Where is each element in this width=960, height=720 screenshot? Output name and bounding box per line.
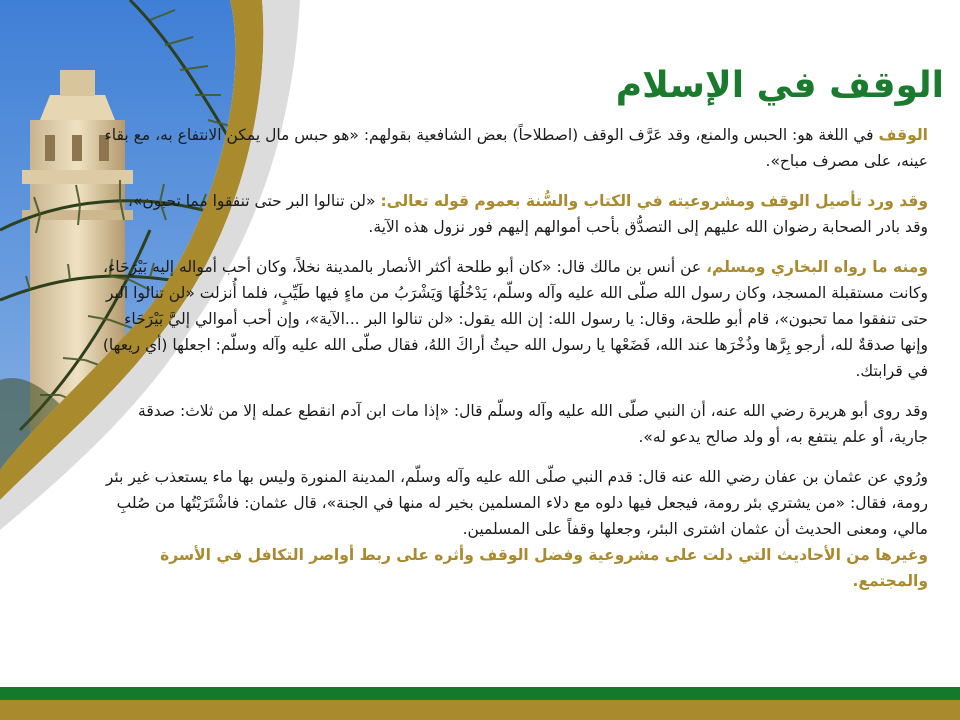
paragraph-text: في اللغة هو: الحبس والمنع، وقد عَرَّف الوقف (اصطلاحاً) بعض الشافعية بقولهم: «هو حبس مال يمكن الانتفاع به، مع بقاء عينه، على مصرف مباح». [104, 126, 928, 170]
paragraph-bukhari-hadith [100, 254, 928, 384]
paragraph-lead: الوقف [878, 126, 928, 144]
footer-green-band [0, 687, 960, 700]
article-body [100, 122, 928, 608]
paragraph-legitimacy [100, 188, 928, 240]
footer-gold-band [0, 700, 960, 720]
paragraph-lead: ومنه ما رواه البخاري ومسلم، [706, 258, 928, 276]
paragraph-abu-hurairah-hadith [100, 398, 928, 450]
page-title: الوقف في الإسلام [615, 65, 944, 106]
paragraph-text: ورُوي عن عثمان بن عفان رضي الله عنه قال: قدم النبي صلّى الله عليه وآله وسلّم، المدينة المنورة وليس بها ماء يستعذب غير بئر رومة، فقال: «من يشتري بئر رومة، فيجعل فيها دلوه مع دلاء المسلمين بخير له منها في الجنة»، قال عثمان: فاشْتَرَيْتُها من صُلبِ مالي، ومعنى الحديث أن عثمان اشترى البئر، وجعلها وقفاً على المسلمين. [105, 468, 928, 538]
paragraph-definition [100, 122, 928, 174]
paragraph-uthman-hadith [100, 464, 928, 542]
paragraph-text: عن أنس بن مالك قال: «كان أبو طلحة أكثر الأنصار بالمدينة نخلاً، وكان أحب أمواله إليه بَيْرَحَاء، وكانت مستقبلة المسجد، وكان رسول الله صلّى الله عليه وآله وسلّم، يَدْخُلُهَا وَيَشْرَبُ من ماءٍ فيها طَيِّبٍ، فلما أُنزلت «لن تنالوا البر حتى تنفقوا مما تحبون»، قام أبو طلحة، وقال: يا رسول الله: إن الله يقول: «لن تنالوا البر ...الآية»، وإن أحب أموالي إليَّ بَيْرَحَاء وإنها صدقةٌ لله، أرجو بِرَّها وذُخْرَها عند الله، فَضَعْها يا رسول الله حيثُ أراكَ اللهُ، فقال صلّى الله عليه وآله وسلّم: اجعلها (أي ريعها) في قرابتك. [102, 258, 928, 380]
paragraph-text: «لن تنالوا البر حتى تنفقوا مما تحبون»، وقد بادر الصحابة رضوان الله عليهم إلى التصدُّق بأحب أموالهم إليهم فور نزول هذه الآية. [127, 192, 928, 236]
closing-statement: وغيرها من الأحاديث التي دلت على مشروعية وفضل الوقف وأثره على ربط أواصر التكافل في الأسرة والمجتمع. [160, 546, 928, 590]
paragraph-text: وقد روى أبو هريرة رضي الله عنه، أن النبي صلّى الله عليه وآله وسلّم قال: «إذا مات ابن آدم انقطع عمله إلا من ثلاث: صدقة جارية، أو علم ينتفع به، أو ولد صالح يدعو له». [138, 402, 928, 446]
paragraph-lead: وقد ورد تأصيل الوقف ومشروعيته في الكتاب والسُّنة بعموم قوله تعالى: [380, 192, 928, 210]
